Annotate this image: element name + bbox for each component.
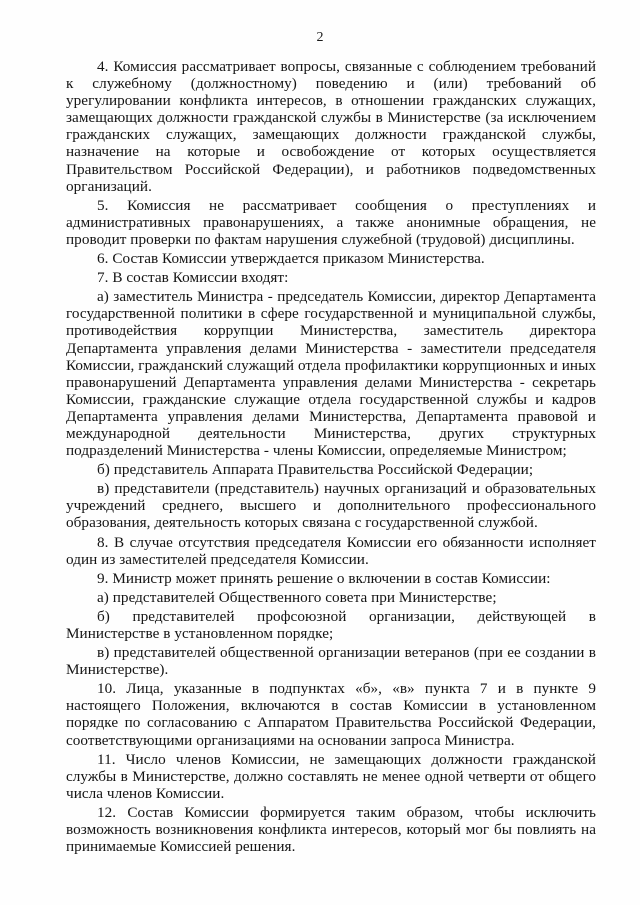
paragraph-5: 5. Комиссия не рассматривает сообщения о преступлениях и административных правонарушениях, а также анонимные обращения, не проводит проверки по фактам нарушения служебной (трудовой) дисциплины. bbox=[66, 196, 596, 248]
paragraph-9a: а) представителей Общественного совета при Министерстве; bbox=[97, 588, 497, 606]
paragraph-10: 10. Лица, указанные в подпунктах «б», «в» пункта 7 и в пункте 9 настоящего Положения, включаются в состав Комиссии в установленном порядке по согласованию с Аппаратом Правительства Российской Федерации, соответствующими организациями на основании запроса Министра. bbox=[66, 680, 596, 749]
page-number: 2 bbox=[316, 30, 324, 45]
paragraph-11: 11. Число членов Комиссии, не замещающих должности гражданской службы в Министерстве, должно составлять не менее одной четверти от общего числа членов Комиссии. bbox=[66, 750, 596, 802]
paragraph-7b: б) представитель Аппарата Правительства Российской Федерации; bbox=[97, 461, 534, 479]
paragraph-8: 8. В случае отсутствия председателя Комиссии его обязанности исполняет один из заместителей председателя Комиссии. bbox=[66, 533, 596, 568]
paragraph-7: 7. В состав Комиссии входят: bbox=[97, 269, 289, 287]
paragraph-4: 4. Комиссия рассматривает вопросы, связанные с соблюдением требований к служебному (должностному) поведению и (или) требований об урегулировании конфликта интересов, в отношении гражданских служащих, замещающих должности гражданской службы в Министерстве (за исключением гражданских служащих, замещающих должности гражданской службы, назначение на которые и освобождение от которых осуществляется Правительством Российской Федерации), и работников подведомственных организаций. bbox=[66, 58, 596, 195]
paragraph-12: 12. Состав Комиссии формируется таким образом, чтобы исключить возможность возникновения конфликта интересов, который мог бы повлиять на принимаемые Комиссией решения. bbox=[66, 803, 596, 856]
paragraph-9v: в) представителей общественной организации ветеранов (при ее создании в Министерстве). bbox=[66, 644, 596, 679]
paragraph-6: 6. Состав Комиссии утверждается приказом Министерства. bbox=[97, 250, 485, 268]
paragraph-9: 9. Министр может принять решение о включении в состав Комиссии: bbox=[97, 569, 551, 587]
paragraph-7a: а) заместитель Министра - председатель Комиссии, директор Департамента государственной политики в сфере государственной и муниципальной службы, противодействия коррупции Министерства, заместитель директора Департамента управления делами Министерства - заместители председателя Комиссии, гражданский служащий отдела профилактики коррупционных и иных правонарушений Департамента управления делами Министерства - секретарь Комиссии, гражданские служащие отдела государственной службы и кадров Департамента управления делами Министерства, Департамента правовой и международной деятельности Министерства, других структурных подразделений Министерства - члены Комиссии, определяемые Министром; bbox=[66, 288, 596, 460]
paragraph-9b: б) представителей профсоюзной организации, действующей в Министерстве в установленном порядке; bbox=[66, 607, 596, 642]
paragraph-7v: в) представители (представитель) научных организаций и образовательных учреждений среднего, высшего и дополнительного профессионального образования, деятельность которых связана с государственной службой. bbox=[66, 480, 596, 532]
document-body bbox=[66, 58, 596, 857]
